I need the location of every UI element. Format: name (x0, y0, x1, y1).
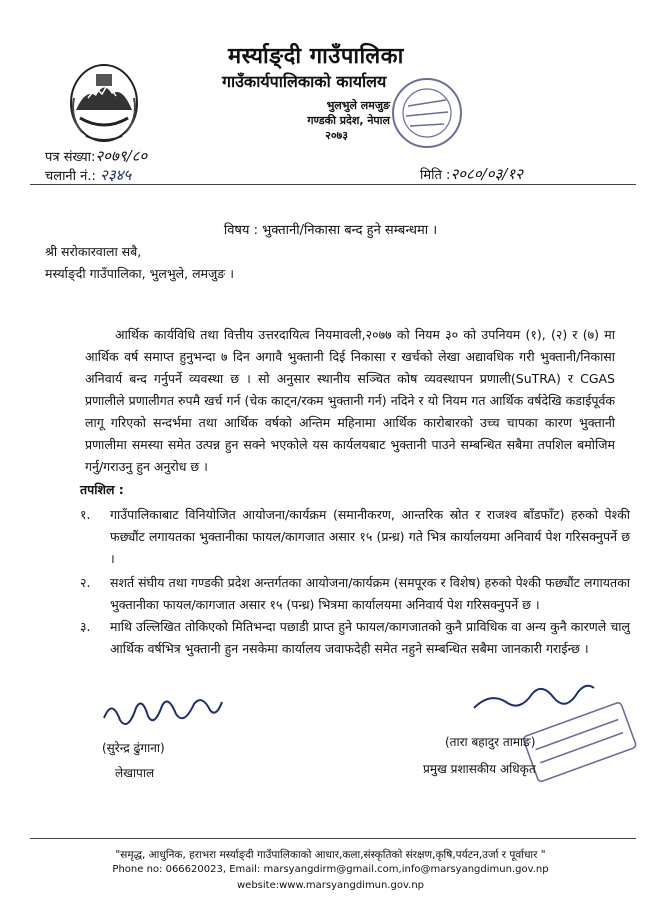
office-stamp-icon (388, 74, 466, 152)
footer-divider (30, 838, 636, 839)
address-line-1: भुलभुले लमजुङ (326, 99, 390, 112)
list-item (80, 616, 630, 660)
list-item (80, 504, 630, 570)
item-number: १. (80, 507, 91, 522)
municipality-name: मर्स्याङ्दी गाउँपालिका (228, 44, 404, 69)
list-item (80, 572, 630, 616)
right-signatory-name: (तारा बहादुर तामाङ) (445, 735, 536, 749)
office-seal-stamp-icon (520, 698, 640, 788)
established-year: २०७३ (325, 129, 348, 142)
tapsil-heading: तपशिल : (80, 482, 124, 497)
item-text: माथि उल्लिखित तोकिएको मितिभन्दा पछाडी प्राप्त हुने फायल/कागजातको कुनै प्राविधिक वा अन्य कुनै कारणले चालु आर्थिक वर्षभित्र भुक्तानी हुन नसकेमा कार्यालय जवाफदेही समेत नहुने सम्बन्धित सबैमा जानकारी गराईन्छ । (110, 619, 630, 656)
patra-sankhya (45, 146, 147, 166)
chalani-label: चलानी नं.: (45, 169, 96, 184)
footer-motto: "समृद्ध, आधुनिक, हराभरा मर्स्याङ्दी गाउँपालिकाको आधार,कला,संस्कृतिको संरक्षण,कृषि,पर्यटन,उर्जा र पूर्वाधार " (115, 849, 546, 861)
chalani-value: २३४५ (100, 166, 132, 184)
letter-date (420, 164, 523, 184)
date-label: मिति : (420, 168, 451, 183)
item-text: सशर्त संघीय तथा गण्डकी प्रदेश अन्तर्गतका आयोजना/कार्यक्रम (समपूरक र विशेष) हरुको पेश्की फछ्यौंट लगायतका भुक्तानीका फायल/कागजात असार १५ (पन्ध्र) भित्रमा कार्यालयमा अनिवार्य पेश गरिसक्नुपर्ने छ । (110, 575, 630, 612)
office-name: गाउँकार्यपालिकाको कार्यालय (222, 72, 387, 91)
right-signatory-role: प्रमुख प्रशासकीय अधिकृत (423, 762, 536, 776)
footer-website: website:www.marsyangdimun.gov.np (236, 880, 425, 891)
left-signature-icon (98, 688, 228, 738)
item-text: गाउँपालिकाबाट विनियोजित आयोजना/कार्यक्रम (समानीकरण, आन्तरिक स्रोत र राजश्व बाँडफाँट) हरुको पेश्की फछ्यौंट लगायतका भुक्तानीका फायल/कागजात असार १५ (प्रन्ध्र) गते भित्र कार्यालयमा अनिवार्य पेश गरिसक्नुपर्ने छ । (110, 507, 630, 566)
addressee-line-1: श्री सरोकारवाला सबै, (45, 244, 142, 259)
chalani-number (45, 165, 131, 185)
nepal-government-emblem-icon (66, 58, 142, 148)
item-number: २. (80, 575, 91, 590)
address-line-2: गण्डकी प्रदेश, नेपाल (307, 114, 390, 127)
body-paragraph: आर्थिक कार्यविधि तथा वित्तीय उत्तरदायित्व नियमावली,२०७७ को नियम ३० को उपनियम (१), (२) र (७) मा आर्थिक वर्ष समाप्त हुनुभन्दा ७ दिन अगावै भुक्तानी दिई निकासा र खर्चको लेखा अद्यावधिक गरी भुक्तानी/निकासा अनिवार्य बन्द गर्नुपर्ने व्यवस्था छ । सो अनुसार स्थानीय सञ्चित कोष व्यवस्थापन प्रणाली(SuTRA) र CGAS प्रणालीले प्रणालीगत रुपमै खर्च गर्न (चेक काट्न/रकम भुक्तानी गर्न) नदिने र यो नियम गत आर्थिक वर्षदेखि कडाईपूर्वक लागू गरिएको सन्दर्भमा तथा आर्थिक वर्षको अन्तिम महिनामा आर्थिक कारोबारको उच्च चापका कारण भुक्तानी प्रणालीमा समस्या समेत उत्पन्न हुन सक्ने भएकोले यस कार्यलयबाट भुक्तानी पाउने सम्बन्धित सबैमा तपशिल बमोजिम गर्नु/गराउनु हुन अनुरोध छ । (85, 327, 615, 474)
left-signatory-name: (सुरेन्द्र ढुंगाना) (102, 741, 165, 755)
patra-value: २०७९/८० (95, 147, 148, 165)
addressee-line-2: मर्स्याङ्दी गाउँपालिका, भुलभुले, लमजुङ । (45, 266, 234, 281)
left-signatory-role: लेखापाल (115, 766, 155, 780)
item-number: ३. (80, 619, 91, 634)
date-value: २०८०/०३/१२ (450, 165, 523, 183)
header-divider (30, 184, 636, 185)
footer-contact: Phone no: 066620023, Email: marsyangdirm@gmail.com,info@marsyangdimun.gov.np (112, 864, 549, 875)
subject-line: विषय : भुक्तानी/निकासा बन्द हुने सम्बन्धमा । (223, 223, 438, 238)
patra-label: पत्र संख्या: (45, 150, 96, 165)
